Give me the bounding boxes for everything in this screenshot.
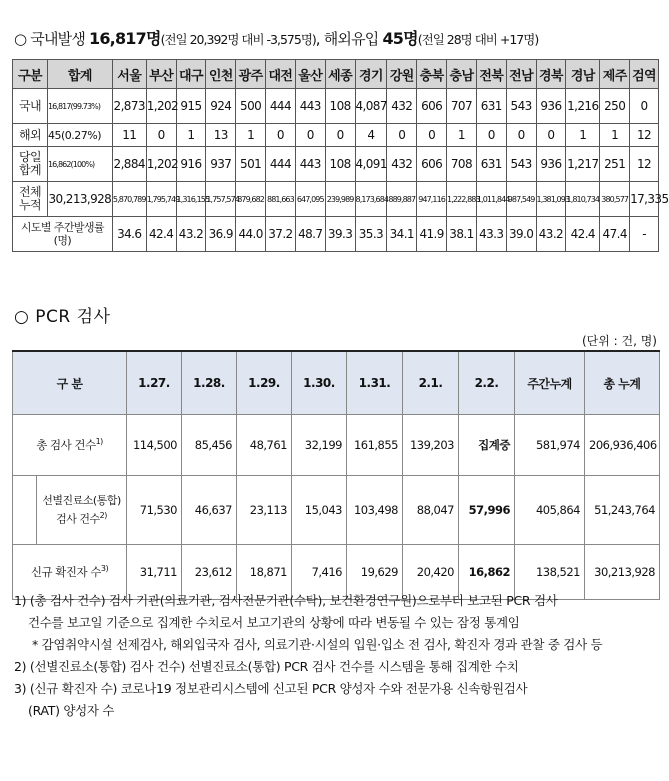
pcr-test-table	[12, 350, 660, 600]
heading-separator: , 해외유입	[315, 30, 383, 48]
cell: 250	[600, 89, 630, 124]
footnote-2: 2) (선별진료소(통합) 검사 건수) 선별진료소(통합) PCR 검사 건수를 시스템을 통해 집계한 수치	[14, 659, 519, 674]
cell: 4,087	[355, 89, 387, 124]
cell: 108	[325, 147, 355, 182]
cell: 1	[600, 124, 630, 147]
footnote-3: 3) (신규 확진자 수) 코로나19 정보관리시스템에 신고된 PCR 양성자 수와 전문가용 신속항원검사	[14, 681, 528, 696]
cell: 43.3	[476, 217, 506, 252]
table-row	[13, 182, 659, 217]
cell: 103,498	[347, 476, 403, 545]
cell: 41.9	[417, 217, 447, 252]
t1-header-total: 합계	[47, 60, 112, 89]
cell: 443	[295, 147, 325, 182]
t2-header-date: 1.31.	[347, 351, 403, 415]
t1-header-region: 제주	[600, 60, 630, 89]
cell: 380,577	[600, 182, 630, 217]
cell: 85,456	[182, 415, 237, 476]
t1-header-region: 전남	[506, 60, 536, 89]
cell-highlight: 57,996	[459, 476, 515, 545]
cell: 0	[266, 124, 296, 147]
cell: 17,335	[630, 182, 659, 217]
cell: 647,095	[295, 182, 325, 217]
cell: 631	[476, 147, 506, 182]
cell: 606	[417, 147, 447, 182]
t1-header-region: 울산	[295, 60, 325, 89]
cell: 4,091	[355, 147, 387, 182]
table1-header-row	[13, 60, 659, 89]
cell: 0	[536, 124, 566, 147]
row-label: 전체 누적	[13, 182, 48, 217]
cell: 543	[506, 147, 536, 182]
unit-label: (단위 : 건, 명)	[581, 334, 657, 348]
cell: 8,173,684	[355, 182, 387, 217]
cell: 1,217	[566, 147, 600, 182]
t1-header-region: 부산	[146, 60, 176, 89]
cell: 0	[387, 124, 417, 147]
cell: 405,864	[515, 476, 585, 545]
cell: 48,761	[237, 415, 292, 476]
cell: 108	[325, 89, 355, 124]
cell: 206,936,406	[585, 415, 660, 476]
t1-header-region: 검역	[630, 60, 659, 89]
total-cell: 16,862(100%)	[47, 147, 112, 182]
footnote-3-cont: (RAT) 양성자 수	[28, 703, 115, 718]
cell: 924	[206, 89, 236, 124]
cell: 0	[146, 124, 176, 147]
pcr-section-heading: ○ PCR 검사	[14, 307, 111, 327]
cell: 15,043	[292, 476, 347, 545]
cell-highlight: 16,862	[459, 545, 515, 600]
cell: 501	[236, 147, 266, 182]
cell: 1,757,574	[206, 182, 236, 217]
cell: 444	[266, 89, 296, 124]
cell: 114,500	[127, 415, 182, 476]
cell: 23,113	[237, 476, 292, 545]
t1-header-region: 대전	[266, 60, 296, 89]
cell: 543	[506, 89, 536, 124]
cell: 631	[476, 89, 506, 124]
row-label-text: 총 검사 건수	[36, 438, 96, 452]
cell: 37.2	[266, 217, 296, 252]
cell: 443	[295, 89, 325, 124]
cell: 937	[206, 147, 236, 182]
indent-spacer	[13, 476, 37, 545]
cell: 23,612	[182, 545, 237, 600]
cell: 432	[387, 89, 417, 124]
footnotes	[14, 590, 664, 722]
table2-header-row	[13, 351, 660, 415]
cell: 889,887	[387, 182, 417, 217]
t1-header-region: 충남	[447, 60, 477, 89]
row-label-text: 신규 확진자 수	[30, 565, 101, 579]
cell: 31,711	[127, 545, 182, 600]
total-cell: 34.6	[112, 217, 146, 252]
t1-header-region: 인천	[206, 60, 236, 89]
footnote-1-cont: 건수를 보고일 기준으로 집계한 수치로서 보고기관의 상황에 따라 변동될 수 있는 잠정 통계임	[28, 615, 520, 630]
cell: 915	[176, 89, 206, 124]
cell: 0	[506, 124, 536, 147]
cell: 444	[266, 147, 296, 182]
cell: 36.9	[206, 217, 236, 252]
t1-header-category: 구분	[13, 60, 48, 89]
cell: 7,416	[292, 545, 347, 600]
cell: 916	[176, 147, 206, 182]
t2-header-date: 1.29.	[237, 351, 292, 415]
cell: 30,213,928	[585, 545, 660, 600]
footnote-ref: 2)	[99, 511, 107, 521]
cell: 707	[447, 89, 477, 124]
domestic-summary-heading	[14, 26, 538, 49]
cell: 18,871	[237, 545, 292, 600]
t2-header-date: 2.1.	[403, 351, 459, 415]
t2-header-weekly-total: 주간누계	[515, 351, 585, 415]
cell: 936	[536, 147, 566, 182]
table-row	[13, 217, 659, 252]
cell: 881,663	[266, 182, 296, 217]
cell: 0	[476, 124, 506, 147]
row-label: 국내	[13, 89, 48, 124]
cell: 1	[236, 124, 266, 147]
row-label-text: 선별진료소(통합) 검사 건수	[42, 494, 121, 526]
cell: 1,202	[146, 89, 176, 124]
cell: 11	[112, 124, 146, 147]
cell: 0	[295, 124, 325, 147]
cell: 13	[206, 124, 236, 147]
t1-header-region: 경남	[566, 60, 600, 89]
t1-header-region: 강원	[387, 60, 417, 89]
t1-header-region: 충북	[417, 60, 447, 89]
t1-header-region: 경북	[536, 60, 566, 89]
cell: 1,216	[566, 89, 600, 124]
table-row	[13, 147, 659, 182]
footnote-ref: 1)	[95, 437, 103, 447]
total-cell: 45(0.27%)	[47, 124, 112, 147]
cell: 987,549	[506, 182, 536, 217]
cell: 947,116	[417, 182, 447, 217]
t2-header-date: 1.27.	[127, 351, 182, 415]
cell: -	[630, 217, 659, 252]
cell: 708	[447, 147, 477, 182]
cell: 936	[536, 89, 566, 124]
cell: 32,199	[292, 415, 347, 476]
table-row	[13, 415, 660, 476]
cell-highlight: 집계중	[459, 415, 515, 476]
cell: 12	[630, 147, 659, 182]
row-label: 해외	[13, 124, 48, 147]
table-row	[13, 124, 659, 147]
cell: 35.3	[355, 217, 387, 252]
footnote-ref: 3)	[100, 564, 109, 574]
cell: 12	[630, 124, 659, 147]
cell: 44.0	[236, 217, 266, 252]
heading-prefix: ○ 국내발생	[14, 30, 89, 48]
t2-header-date: 2.2.	[459, 351, 515, 415]
footnote-1: 1) (총 검사 건수) 검사 기관(의료기관, 검사전문기관(수탁), 보건환경연구원)으로부터 보고된 PCR 검사	[14, 593, 558, 608]
t1-header-region: 전북	[476, 60, 506, 89]
cell: 1,222,883	[447, 182, 477, 217]
domestic-count: 16,817명	[89, 29, 161, 48]
cell: 43.2	[536, 217, 566, 252]
cell: 34.1	[387, 217, 417, 252]
cell: 39.3	[325, 217, 355, 252]
cell: 0	[630, 89, 659, 124]
cell: 251	[600, 147, 630, 182]
t1-header-region: 경기	[355, 60, 387, 89]
cell: 51,243,764	[585, 476, 660, 545]
table-row	[13, 89, 659, 124]
total-cell: 30,213,928	[47, 182, 112, 217]
cell: 1,381,093	[536, 182, 566, 217]
cell: 42.4	[566, 217, 600, 252]
footnote-1-detail: * 감염취약시설 선제검사, 해외입국자 검사, 의료기관·시설의 입원·입소 전 검사, 확진자 경과 관찰 중 검사 등	[32, 637, 603, 652]
cell: 2,873	[112, 89, 146, 124]
cell: 5,870,789	[112, 182, 146, 217]
cell: 581,974	[515, 415, 585, 476]
cell: 0	[417, 124, 447, 147]
row-label-screening-tests	[37, 476, 127, 545]
cell: 138,521	[515, 545, 585, 600]
cell: 1,810,734	[566, 182, 600, 217]
t1-header-region: 광주	[236, 60, 266, 89]
cell: 20,420	[403, 545, 459, 600]
cell: 88,047	[403, 476, 459, 545]
domestic-change-note: (전일 20,392명 대비 -3,575명)	[160, 32, 316, 47]
row-label: 시도별 주간발생률(명)	[13, 217, 113, 252]
regional-cases-table	[12, 59, 669, 252]
cell: 0	[325, 124, 355, 147]
t2-header-category: 구 분	[13, 351, 127, 415]
cell: 42.4	[146, 217, 176, 252]
cell: 71,530	[127, 476, 182, 545]
imported-count: 45명	[382, 29, 418, 48]
cell: 38.1	[447, 217, 477, 252]
cell: 43.2	[176, 217, 206, 252]
cell: 1	[566, 124, 600, 147]
cell: 1,011,844	[476, 182, 506, 217]
t1-header-region: 서울	[112, 60, 146, 89]
t1-header-region: 대구	[176, 60, 206, 89]
cell: 161,855	[347, 415, 403, 476]
cell: 606	[417, 89, 447, 124]
t2-header-date: 1.30.	[292, 351, 347, 415]
cell: 879,682	[236, 182, 266, 217]
cell: 500	[236, 89, 266, 124]
cell: 46,637	[182, 476, 237, 545]
row-label-total-tests	[13, 415, 127, 476]
cell: 48.7	[295, 217, 325, 252]
total-cell: 16,817(99.73%)	[47, 89, 112, 124]
cell: 19,629	[347, 545, 403, 600]
cell: 4	[355, 124, 387, 147]
cell: 2,884	[112, 147, 146, 182]
imported-change-note: (전일 28명 대비 +17명)	[417, 32, 539, 47]
cell: 39.0	[506, 217, 536, 252]
t2-header-grand-total: 총 누계	[585, 351, 660, 415]
t2-header-date: 1.28.	[182, 351, 237, 415]
cell: 139,203	[403, 415, 459, 476]
cell: 1,795,749	[146, 182, 176, 217]
cell: 1,316,155	[176, 182, 206, 217]
cell: 1,202	[146, 147, 176, 182]
row-label: 당일 합계	[13, 147, 48, 182]
cell: 1	[447, 124, 477, 147]
table-row	[13, 476, 660, 545]
cell: 1	[176, 124, 206, 147]
cell: 47.4	[600, 217, 630, 252]
cell: 239,989	[325, 182, 355, 217]
t1-header-region: 세종	[325, 60, 355, 89]
cell: 432	[387, 147, 417, 182]
